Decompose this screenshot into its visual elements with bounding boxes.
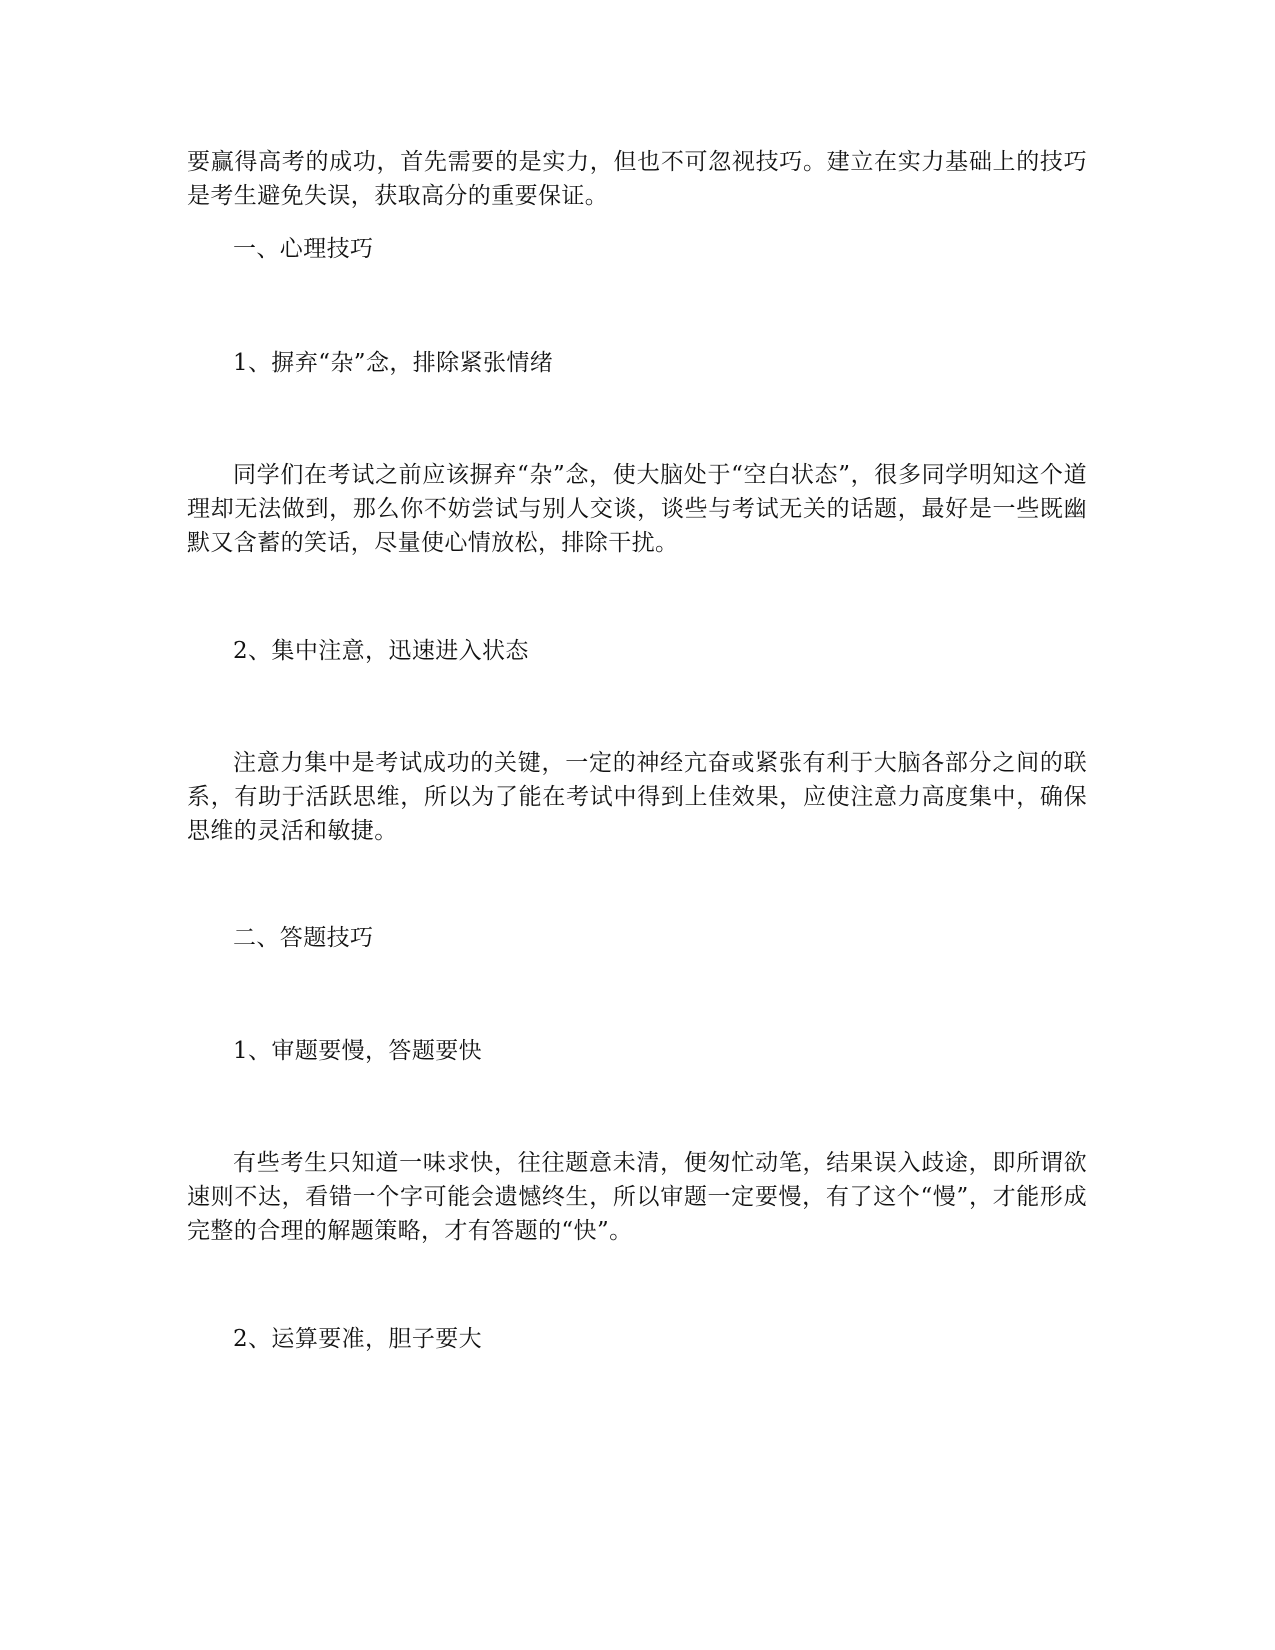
- section-heading-psychology: 一、心理技巧: [233, 236, 374, 262]
- intro-paragraph: 要赢得高考的成功，首先需要的是实力，但也不可忽视技巧。建立在实力基础上的技巧是考生避免失误，获取高分的重要保证。: [187, 149, 1087, 209]
- subheading-read-slow: 1、审题要慢，答题要快: [233, 1038, 483, 1064]
- subheading-clear-mind: 1、摒弃“杂”念，排除紧张情绪: [233, 350, 554, 376]
- section-heading-answering: 二、答题技巧: [233, 925, 374, 951]
- paragraph-focus: 注意力集中是考试成功的关键，一定的神经亢奋或紧张有利于大脑各部分之间的联系，有助于活跃思维，所以为了能在考试中得到上佳效果，应使注意力高度集中，确保思维的灵活和敏捷。: [187, 750, 1087, 844]
- subheading-focus: 2、集中注意，迅速进入状态: [233, 638, 529, 664]
- paragraph-clear-mind: 同学们在考试之前应该摒弃“杂”念，使大脑处于“空白状态”，很多同学明知这个道理却无法做到，那么你不妨尝试与别人交谈，谈些与考试无关的话题，最好是一些既幽默又含蓄的笑话，尽量使心情放松，排除干扰。: [187, 462, 1087, 556]
- paragraph-read-slow: 有些考生只知道一味求快，往往题意未清，便匆忙动笔，结果误入歧途，即所谓欲速则不达，看错一个字可能会遗憾终生，所以审题一定要慢，有了这个“慢”，才能形成完整的合理的解题策略，才有答题的“快”。: [187, 1150, 1087, 1244]
- subheading-calculate: 2、运算要准，胆子要大: [233, 1326, 483, 1352]
